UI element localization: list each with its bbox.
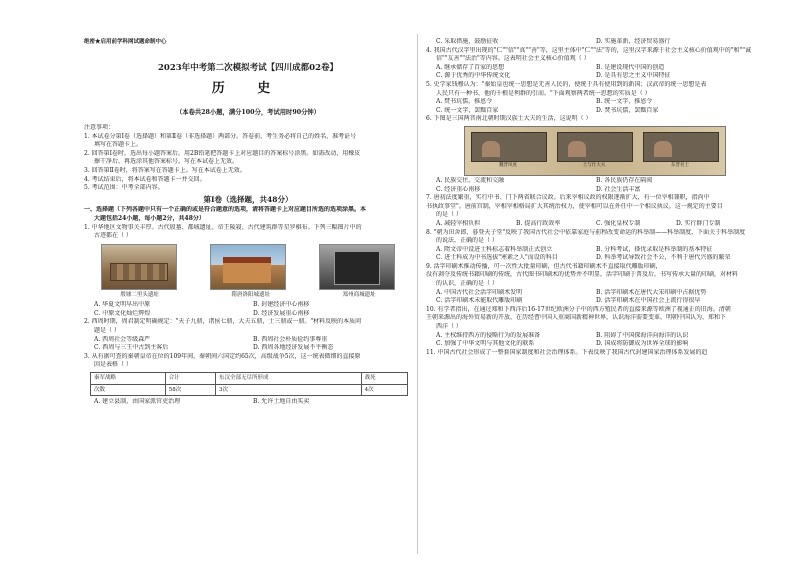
answer-options [426, 38, 756, 47]
answer-options [426, 246, 756, 263]
question-stem: 6. 下图是三国两晋南北朝时期汉族士大夫的生活，这说明（ ） [426, 115, 592, 123]
image-captions [84, 291, 412, 300]
section-title: 第Ⅰ卷（选择题，共48分） [203, 194, 293, 204]
question-stem: 5. 史学家钱穆认为："秦始皇也统一思想是无善人民的，使统于具有使用到的新国；汉武帝的统一思想是表 [426, 80, 707, 88]
option-c: C. 强化皇权专制 [596, 219, 641, 227]
option-c: C. 采取措施，鼓励征收 [436, 38, 499, 45]
answer-options [84, 301, 412, 318]
option-d: D. 活字印刷术在中国社会上流行得很早 [596, 297, 701, 305]
note-line: 5. 考试范围：中考全部内容。 [84, 184, 164, 192]
question-stem: 的说法，正确的是（ ） [436, 237, 498, 245]
right-column [426, 38, 756, 357]
option-a: A. 主权维持西方的侵略行为的发展准备 [436, 331, 541, 339]
option-a: A. 焚书坑儒，推恩令 [436, 98, 493, 106]
answer-options [426, 177, 756, 194]
option-b: B. 西周社会朴质俭约事尊重 [253, 335, 328, 343]
erlitou-ruins-photo [101, 244, 177, 290]
data-table [90, 372, 408, 396]
left-column [84, 38, 412, 407]
table-cell: 战死 [361, 373, 407, 385]
table-cell: 3次 [215, 384, 361, 396]
option-b: B. 各民族仍存在隔阂 [596, 176, 653, 184]
option-d: D. 科举考试导致社会不公，不利于唐代兴盛的繁荣 [596, 254, 731, 262]
answer-options [84, 398, 412, 407]
question-stem: 9. 活字印刷术推动传播，可一次性大批量印刷，但古代书籍印刷术不直接取代雕版印刷， [426, 262, 662, 270]
question-stem: 的认识，正确的是（ ） [436, 280, 498, 288]
option-a: A. 建立县制，由国家派官吏治理 [94, 398, 181, 406]
table-row [91, 373, 408, 385]
option-b: B. 提高行政效率 [516, 219, 561, 227]
exam-title: 2023年中考第二次模拟考试【四川成都02卷】 [158, 62, 338, 73]
question-stem: 西洋（ ） [436, 323, 462, 331]
illustration-panel [643, 132, 719, 162]
option-b: B. 分科考试，择优录取是科举制的基本特征 [596, 245, 713, 253]
notes-title: 注意事项： [84, 123, 115, 131]
exam-info: （本卷共28小题，满分100分，考试用时90分钟） [175, 109, 320, 117]
note-line: 2. 回答第Ⅰ卷时，选出每小题答案后，用2B铅笔把答题卡上对应题目的答案标号涂黑。如需改动，用橡皮 [84, 149, 361, 157]
question-stem: 11. 中国古代社会形成了一整套国家制度和社会治理体系。下表反映了我国古代封建国家治理体系发展的趋 [426, 348, 708, 356]
option-d: D. 是具有思之主义中国特征 [596, 72, 671, 80]
option-c: C. 加强了中华文明与其他文化的联系 [436, 340, 535, 348]
note-line: 4. 考试结束后，将本试卷和答题卡一并交回。 [84, 175, 206, 183]
note-line: 填写在答题卡上。 [94, 141, 143, 149]
note-line: 擦干净后，再选涂其他答案标号。写在本试卷上无效。 [94, 158, 239, 166]
illustration-caption: 东晋名士 [671, 162, 689, 168]
option-d: D. 实施革新，经济贸易盛行 [596, 38, 671, 45]
illustration-caption: 士与仕大夫 [582, 162, 606, 168]
answer-options [426, 98, 756, 115]
illustration-caption: 魏晋风度 [499, 162, 517, 168]
option-c: C. 活字印刷术未能取代雕版印刷 [436, 297, 523, 305]
option-c: C. 中原文化灿烂辉煌 [94, 309, 151, 317]
historical-illustration [464, 126, 726, 176]
question-stem: 3. 从有据可查的秦朝皇帝在位的109年间，秦朝间六国定约65次，高级战争5次，这一统表微细的直接原 [84, 352, 361, 360]
option-b: B. 是建设现代中国的创造 [596, 63, 665, 71]
note-line: 3. 回答第Ⅱ卷时，将答案写在答题卡上。写在本试卷上无效。 [84, 166, 246, 174]
image-caption: 殷墟二里头遗址 [120, 291, 159, 298]
answer-options [426, 220, 756, 229]
question-stem: 古迹都在（ ） [94, 232, 132, 240]
image-caption: 隋唐洛阳城遗址 [231, 291, 270, 298]
option-b: B. 封建经济中心南移 [253, 301, 310, 309]
question-stem: 信""友善""法治"等内容。这表明社会主义核心价值观（ ） [436, 55, 590, 63]
option-c: C. 经济重心南移 [436, 185, 481, 193]
question-stem: 的是（ ） [436, 211, 462, 219]
table-cell: 秦军战略 [91, 373, 166, 385]
question-stem: 没有剥夺及传统书籍印刷的传统，古代图书印刷术的优势并不明显，活字印刷于普及后，书写传承大量的印刷，对材料 [426, 271, 739, 279]
option-a: A. 继承储存了百家的思想 [436, 63, 505, 71]
question-stem: 人民只有一种书，他的千根是利群的引而。"下面观察两者统一思想的实质是（ ） [436, 89, 651, 97]
answer-options [426, 332, 756, 349]
answer-options [84, 336, 412, 353]
zhengzhou-stele-photo [319, 244, 395, 290]
illustration-panel [557, 132, 633, 162]
option-d: D. 经济发展重心南移 [253, 309, 310, 317]
option-b: B. 允许土地自由买卖 [253, 398, 310, 406]
section-instruction: 一、选择题（下列各题中只有一个正确的或是符合题意的选项，请将答题卡上对应题目所选的选项涂黑。本 [84, 206, 367, 214]
luoyang-city-photo [210, 244, 286, 290]
question-stem: 2. 西周时期，周君制定明确规定："天子九鼎，诸侯七鼎，大夫五鼎，士三鼎或一鼎。"材料反映的本质问 [84, 318, 362, 326]
option-d: D. 实行群门专制 [676, 219, 721, 227]
subject-title: 历 史 [211, 81, 285, 97]
option-a: A. 中国古代社会活字印刷术发明 [436, 288, 523, 296]
note-line: 1. 本试卷分第Ⅰ卷（选择题）和第Ⅱ卷（非选择题）两部分。答卷前，考生务必将自己的姓名、准考证号 [84, 132, 357, 140]
secret-label: 绝密★启用前学科网试题命制中心 [84, 39, 167, 45]
question-stem: 4. 我国古代汉字里出现的"仁""信""真""善"等，这里主体中"仁""法"等的，这里汉字来源于社会主义核心价值观中的"和""诚 [426, 46, 752, 54]
option-a: A. 民族交往，交流和交融 [436, 176, 505, 184]
table-cell: 东汉全部无尽所形成 [215, 373, 361, 385]
question-stem: 1. 中华地区文物事关丰厚。古代殷墓、都城遗址、帝王陵寝、古代建筑群等星罗棋布。下列三幅图片中的 [84, 223, 362, 231]
option-d: D. 国成将防御成为世界全球的影响 [596, 340, 689, 348]
question-stem: 书执政事堂"。唐前宫制，宰相宰相格局扩大其统治权力，使宰相可以在外任中一个相议执议。这一规定的主要目 [426, 202, 723, 210]
image-caption: 郑州商城遗址 [342, 291, 376, 298]
option-a: A. 西周社会等级森严 [94, 335, 151, 343]
question-stem: 题是（ ） [94, 327, 120, 335]
option-a: A. 减轻宰相负担 [436, 219, 481, 227]
question-stem: 8. "朝为田舍郎，暮登天子堂"反映了我国古代社会中依靠家庭与前程改变命运的科举制——科举制度，下面关于科举制度 [426, 228, 746, 236]
question-stem: 王朝来源出的海外贸易新的开放，在历经曹中国人重商国新精神世界，认识海洋需要变革，明朝中国认为，郑和下 [426, 314, 727, 322]
column-divider [417, 34, 418, 554]
question-stem: 7. 唐初法度繁重，实行中书、门下两省联合议政。后来宰相议政的权限逐渐扩大，有一位宰相兼职，指尚中 [426, 194, 710, 202]
table-cell: 4次 [361, 384, 407, 396]
option-c: C. 西周与三王中古到主客后 [94, 344, 169, 352]
question-stem: 10. 有学者指出，在通过郑和下西洋后16-17世纪欧洲分子中的西方殖民者的直接来源等欧洲了视通正的旧海。清朝 [426, 305, 731, 313]
table-row [91, 384, 408, 396]
option-b: B. 活字印刷术在唐代大宋印刷中占据优势 [596, 288, 707, 296]
option-b: B. 统一文字，推恩令 [596, 98, 653, 106]
question-stem: 因是表格（ ） [94, 361, 132, 369]
option-c: C. 统一文字，罢黜百家 [436, 106, 499, 114]
illustration-panel [471, 132, 547, 162]
option-d: D. 西周各地经济发展不平衡态 [253, 344, 334, 352]
question-images [84, 244, 412, 290]
table-cell: 58次 [165, 384, 215, 396]
option-c: C. 源于优秀的中华传统文化 [436, 72, 511, 80]
option-b: B. 阻碍了中国探海洋向海洋的认识 [596, 331, 689, 339]
option-d: D. 焚书坑儒，罢黜百家 [596, 106, 659, 114]
option-d: D. 社会生活丰富 [596, 185, 641, 193]
table-cell: 合计 [165, 373, 215, 385]
table-cell: 次数 [91, 384, 166, 396]
option-a: A. 华夏文明早出中原 [94, 301, 151, 309]
option-a: A. 隋文帝中设进士科标志着科举制正式创立 [436, 245, 553, 253]
option-c: C. 进士科成为中书选拔"寒素之人"而设的科目 [436, 254, 558, 262]
section-instruction: 大题包括24小题，每小题2分，共48分） [94, 214, 205, 222]
answer-options [426, 289, 756, 306]
answer-options [426, 64, 756, 81]
